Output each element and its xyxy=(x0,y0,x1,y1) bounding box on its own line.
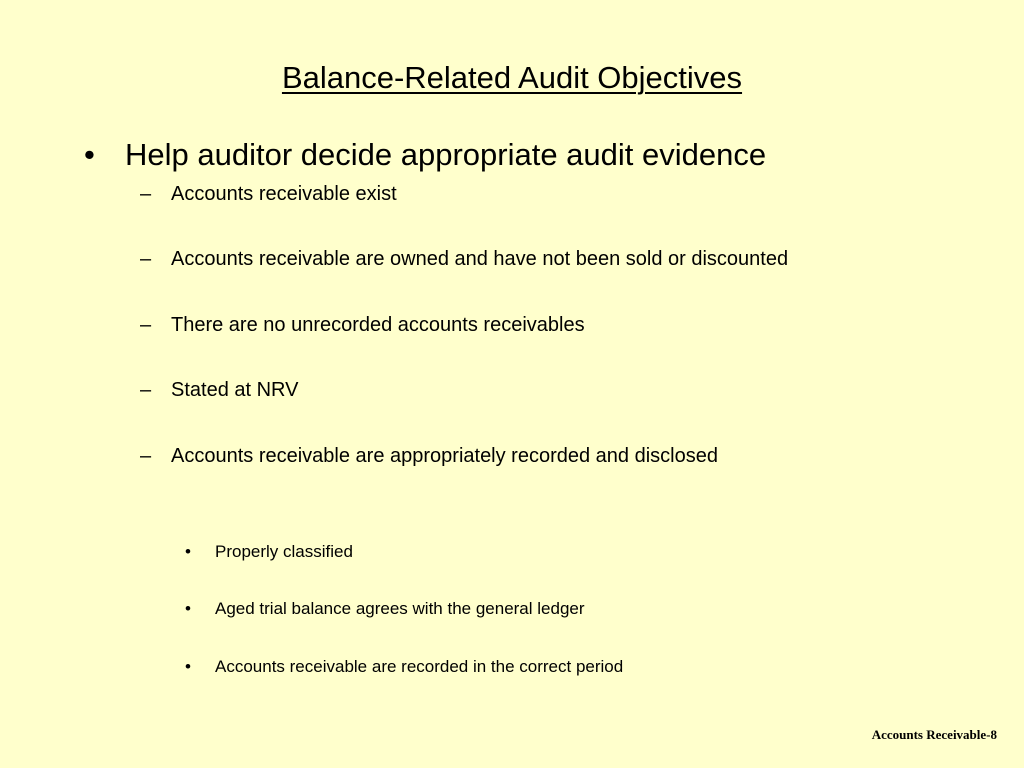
bullet-icon: • xyxy=(84,137,95,172)
third-level-bullet-text: Properly classified xyxy=(215,542,353,561)
slide-footer: Accounts Receivable-8 xyxy=(871,727,997,742)
main-bullet-text: Help auditor decide appropriate audit evidence xyxy=(125,137,767,172)
sub-bullet-text: There are no unrecorded accounts receivables xyxy=(171,314,585,336)
dash-icon: – xyxy=(140,314,152,336)
dash-icon: – xyxy=(140,379,152,401)
sub-bullet-text: Accounts receivable are appropriately recorded and disclosed xyxy=(171,445,718,467)
slide-title: Balance-Related Audit Objectives xyxy=(281,60,743,95)
bullet-icon: • xyxy=(185,542,191,561)
dash-icon: – xyxy=(140,248,152,270)
bullet-icon: • xyxy=(185,657,191,676)
sub-bullet-text: Stated at NRV xyxy=(171,379,299,401)
dash-icon: – xyxy=(140,183,152,205)
bullet-icon: • xyxy=(185,599,191,618)
sub-bullet-text: Accounts receivable exist xyxy=(171,183,397,205)
dash-icon: – xyxy=(140,445,152,467)
third-level-bullet-text: Accounts receivable are recorded in the correct period xyxy=(215,657,624,676)
third-level-bullet-text: Aged trial balance agrees with the general ledger xyxy=(215,599,585,618)
sub-bullet-text: Accounts receivable are owned and have not been sold or discounted xyxy=(171,248,789,270)
